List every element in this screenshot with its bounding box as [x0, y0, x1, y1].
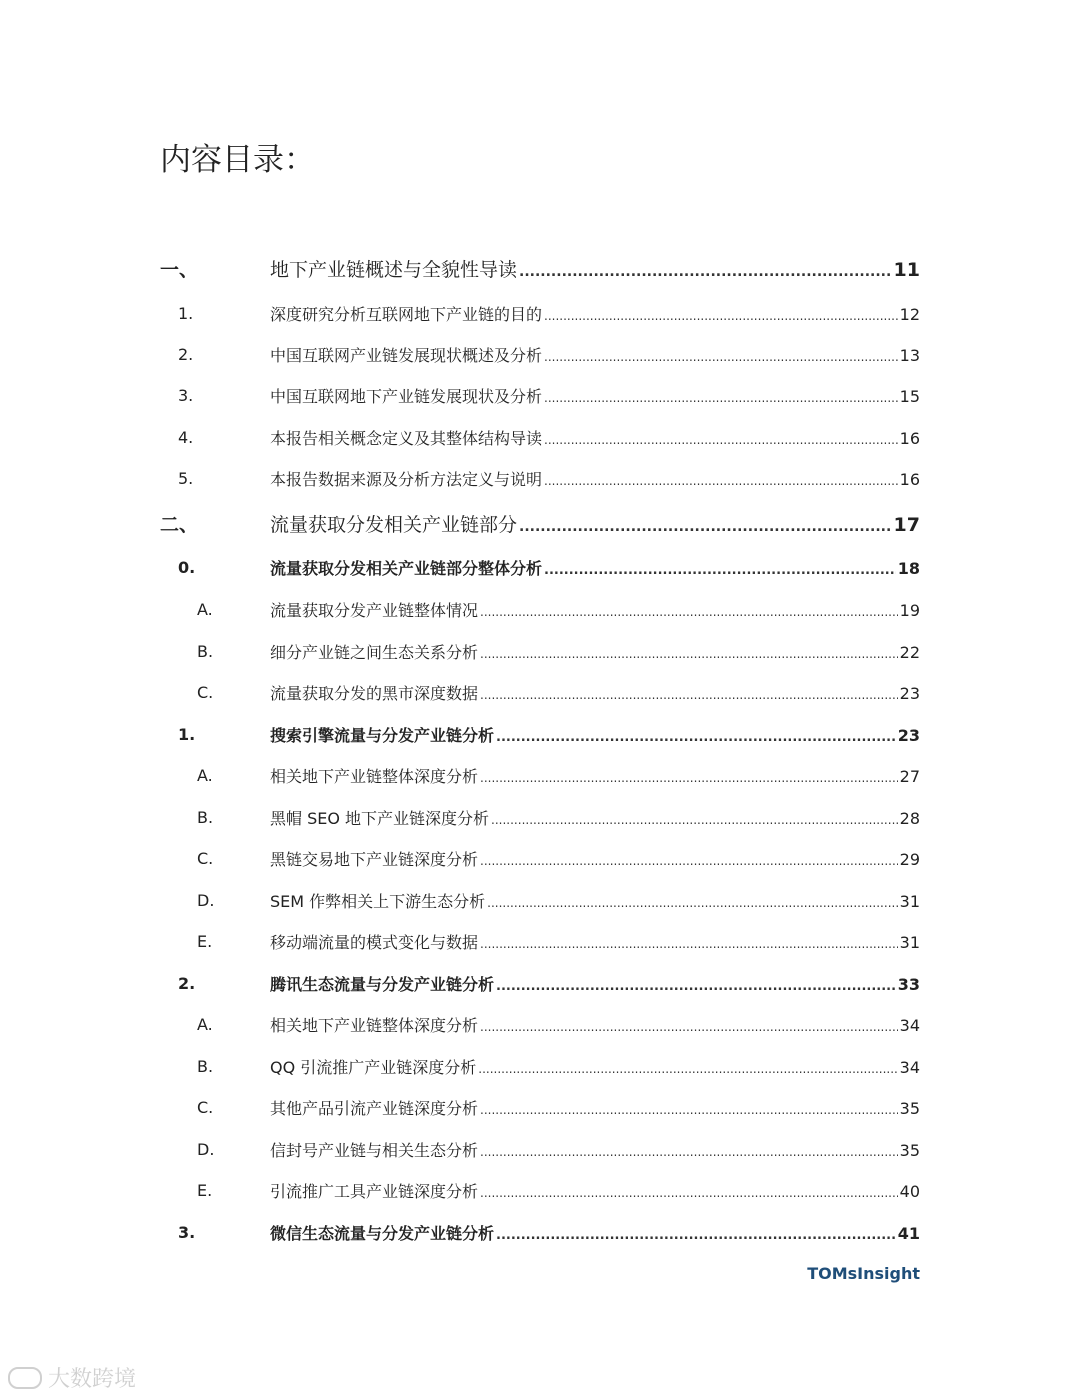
toc-entry-number: B.	[197, 807, 214, 827]
toc-entry-title[interactable]: 流量获取分发的黑市深度数据	[270, 683, 479, 703]
toc-entry-title[interactable]: 相关地下产业链整体深度分析	[270, 766, 479, 786]
toc-entry[interactable]	[0, 926, 1080, 956]
toc-entry-number: D.	[197, 890, 215, 910]
toc-entry-number: 4.	[178, 427, 194, 447]
toc-entry-title[interactable]: 本报告数据来源及分析方法定义与说明	[270, 469, 543, 489]
dot-leader	[480, 647, 898, 661]
toc-entry-title[interactable]: 深度研究分析互联网地下产业链的目的	[270, 304, 543, 324]
toc-entry-number: 二、	[160, 513, 199, 536]
toc-entry-title[interactable]: 地下产业链概述与全貌性导读	[270, 258, 518, 281]
toc-entry-page: 23	[897, 725, 920, 745]
toc-entry-title[interactable]: 中国互联网地下产业链发展现状及分析	[270, 386, 543, 406]
toc-entry[interactable]	[0, 968, 1080, 998]
toc-entry-page: 17	[893, 513, 920, 536]
toc-entry-number: E.	[197, 931, 213, 951]
dot-leader	[480, 854, 898, 868]
toc-entry[interactable]	[0, 298, 1080, 328]
dot-leader	[544, 309, 898, 323]
toc-entry[interactable]	[0, 380, 1080, 410]
dot-leader	[544, 474, 898, 488]
toc-entry-number: D.	[197, 1139, 215, 1159]
toc-entry-number: B.	[197, 1056, 214, 1076]
toc-entry-number: C.	[197, 1097, 214, 1117]
toc-entry-page: 22	[899, 642, 920, 662]
toc-entry[interactable]	[0, 885, 1080, 915]
toc-entry-number: 5.	[178, 468, 194, 488]
dot-leader	[544, 563, 896, 578]
toc-entry-page: 11	[893, 258, 920, 281]
toc-entry-title[interactable]: 中国互联网产业链发展现状概述及分析	[270, 345, 543, 365]
toc-entry[interactable]	[0, 802, 1080, 832]
toc-entry-title[interactable]: 流量获取分发相关产业链部分整体分析	[270, 558, 543, 578]
toc-entry-title[interactable]: 信封号产业链与相关生态分析	[270, 1140, 479, 1160]
toc-entry[interactable]	[0, 636, 1080, 666]
toc-entry-page: 28	[899, 808, 920, 828]
dot-leader	[544, 391, 898, 405]
dot-leader	[496, 730, 896, 745]
toc-entry-page: 16	[899, 469, 920, 489]
toc-entry[interactable]	[0, 1175, 1080, 1205]
toc-entry-page: 40	[899, 1181, 920, 1201]
dot-leader	[544, 433, 898, 447]
toc-entry-number: 1.	[178, 724, 196, 744]
toc-entry-page: 29	[899, 849, 920, 869]
brand-logo: TOMsInsight	[807, 1264, 920, 1283]
toc-entry-title[interactable]: 其他产品引流产业链深度分析	[270, 1098, 479, 1118]
dot-leader	[480, 605, 898, 619]
toc-entry-number: C.	[197, 848, 214, 868]
dot-leader	[496, 1228, 896, 1243]
toc-entry[interactable]	[0, 253, 1080, 283]
toc-entry-title[interactable]: 移动端流量的模式变化与数据	[270, 932, 479, 952]
toc-entry-title[interactable]: 黑链交易地下产业链深度分析	[270, 849, 479, 869]
dot-leader	[544, 350, 898, 364]
toc-entry-number: B.	[197, 641, 214, 661]
toc-entry[interactable]	[0, 422, 1080, 452]
toc-entry[interactable]	[0, 339, 1080, 369]
toc-entry[interactable]	[0, 1092, 1080, 1122]
toc-entry-title[interactable]: 搜索引擎流量与分发产业链分析	[270, 725, 495, 745]
toc-entry[interactable]	[0, 594, 1080, 624]
dot-leader	[480, 1020, 898, 1034]
dot-leader	[519, 264, 892, 280]
toc-entry[interactable]	[0, 552, 1080, 582]
toc-entry-page: 34	[899, 1057, 920, 1077]
toc-entry-page: 35	[899, 1140, 920, 1160]
dot-leader	[491, 813, 898, 827]
toc-entry-number: A.	[197, 765, 213, 785]
watermark-text: 大数跨境	[48, 1367, 137, 1392]
toc-entry-title[interactable]: 引流推广工具产业链深度分析	[270, 1181, 479, 1201]
dot-leader	[478, 1062, 897, 1076]
toc-entry-page: 27	[899, 766, 920, 786]
toc-entry-number: 0.	[178, 557, 196, 577]
toc-entry-title[interactable]: 本报告相关概念定义及其整体结构导读	[270, 428, 543, 448]
dot-leader	[480, 771, 898, 785]
toc-entry-page: 18	[897, 558, 920, 578]
toc-entry[interactable]	[0, 760, 1080, 790]
toc-entry[interactable]	[0, 677, 1080, 707]
toc-entry-number: A.	[197, 1014, 213, 1034]
toc-entry-page: 16	[899, 428, 920, 448]
toc-entry[interactable]	[0, 1217, 1080, 1247]
toc-entry-page: 31	[899, 932, 920, 952]
toc-entry-number: A.	[197, 599, 213, 619]
toc-entry[interactable]	[0, 463, 1080, 493]
toc-entry-title[interactable]: 流量获取分发产业链整体情况	[270, 600, 479, 620]
toc-entry-page: 23	[899, 683, 920, 703]
dot-leader	[480, 937, 898, 951]
toc-entry-number: 2.	[178, 973, 196, 993]
toc-entry[interactable]	[0, 1051, 1080, 1081]
toc-entry[interactable]	[0, 719, 1080, 749]
toc-entry[interactable]	[0, 1009, 1080, 1039]
toc-entry-title[interactable]: 相关地下产业链整体深度分析	[270, 1015, 479, 1035]
toc-entry-title[interactable]: 细分产业链之间生态关系分析	[270, 642, 479, 662]
toc-entry-title[interactable]: 腾讯生态流量与分发产业链分析	[270, 974, 495, 994]
toc-entry-number: C.	[197, 682, 214, 702]
dot-leader	[519, 519, 892, 535]
toc-entry-number: 1.	[178, 303, 194, 323]
dot-leader	[487, 896, 897, 910]
toc-entry-title[interactable]: 微信生态流量与分发产业链分析	[270, 1223, 495, 1243]
watermark	[8, 1362, 136, 1393]
toc-entry-title[interactable]: QQ 引流推广产业链深度分析	[270, 1057, 477, 1077]
dot-leader	[480, 688, 898, 702]
toc-entry-page: 31	[899, 891, 920, 911]
toc-entry-number: 一、	[160, 258, 199, 281]
toc-entry-page: 35	[899, 1098, 920, 1118]
dot-leader	[480, 1103, 898, 1117]
toc-entry-page: 19	[899, 600, 920, 620]
toc-entry-title[interactable]: 黑帽 SEO 地下产业链深度分析	[270, 808, 490, 828]
toc-entry-page: 15	[899, 386, 920, 406]
toc-entry-page: 41	[897, 1223, 920, 1243]
toc-entry-number: E.	[197, 1180, 213, 1200]
toc-entry-title[interactable]: SEM 作弊相关上下游生态分析	[270, 891, 486, 911]
toc-entry-number: 2.	[178, 344, 194, 364]
page-title: 内容目录：	[160, 142, 315, 178]
toc-entry-page: 33	[897, 974, 920, 994]
toc-entry-page: 12	[899, 304, 920, 324]
toc-entry[interactable]	[0, 1134, 1080, 1164]
dot-leader	[480, 1186, 898, 1200]
toc-entry-number: 3.	[178, 1222, 196, 1242]
watermark-logo-icon	[8, 1367, 42, 1389]
toc-entry-title[interactable]: 流量获取分发相关产业链部分	[270, 513, 518, 536]
toc-entry-number: 3.	[178, 385, 194, 405]
dot-leader	[496, 979, 896, 994]
toc-entry-page: 13	[899, 345, 920, 365]
toc-entry[interactable]	[0, 508, 1080, 538]
toc-entry[interactable]	[0, 843, 1080, 873]
toc-entry-page: 34	[899, 1015, 920, 1035]
dot-leader	[480, 1145, 898, 1159]
